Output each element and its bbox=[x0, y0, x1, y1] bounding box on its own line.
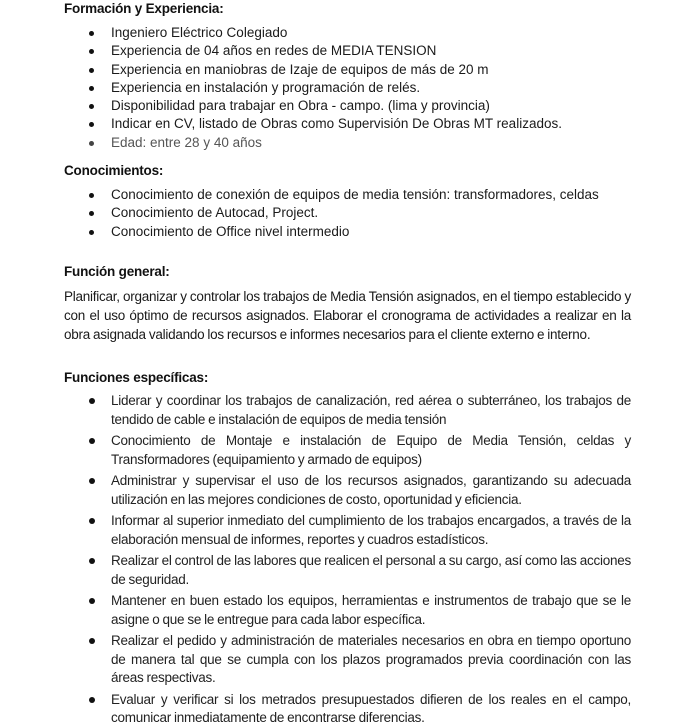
list-item: Conocimiento de Office nivel intermedio bbox=[0, 223, 599, 241]
section-heading-funciones-especificas: Funciones específicas: bbox=[64, 370, 209, 385]
funciones-especificas-list bbox=[0, 392, 631, 728]
list-item: Edad: entre 28 y 40 años bbox=[0, 134, 562, 152]
bullet-icon bbox=[89, 31, 94, 36]
formacion-list bbox=[0, 24, 562, 152]
list-item: Mantener en buen estado los equipos, herramientas e instrumentos de trabajo que se le asigne o que se le entregue para cada labor específica. bbox=[0, 592, 631, 629]
list-item: Informar al superior inmediato del cumplimiento de los trabajos encargados, a través de la elaboración mensual de informes, reportes y cuadros estadísticos. bbox=[0, 512, 631, 549]
list-item: Conocimiento de Montaje e instalación de Equipo de Media Tensión, celdas y Transformadores (equipamiento y armado de equipos) bbox=[0, 432, 631, 469]
list-item: Evaluar y verificar si los metrados presupuestados difieren de los reales en el campo, comunicar inmediatamente de encontrarse diferencias. bbox=[0, 691, 631, 728]
funcion-general-paragraph: Planificar, organizar y controlar los trabajos de Media Tensión asignados, en el tiempo establecido y con el uso óptimo de recursos asignados. Elaborar el cronograma de actividades a realizar en la obra asignada validando los recursos e informes necesarios para el cliente externo e interno. bbox=[64, 289, 631, 342]
bullet-icon bbox=[89, 518, 95, 524]
bullet-icon bbox=[89, 558, 95, 564]
conocimientos-list bbox=[0, 186, 599, 241]
list-item: Liderar y coordinar los trabajos de canalización, red aérea o subterráneo, los trabajos de tendido de cable e instalación de equipos de media tensión bbox=[0, 392, 631, 429]
bullet-icon bbox=[89, 211, 94, 216]
bullet-icon bbox=[89, 68, 94, 73]
bullet-icon bbox=[89, 438, 95, 444]
list-item: Conocimiento de conexión de equipos de media tensión: transformadores, celdas bbox=[0, 186, 599, 204]
list-item: Experiencia de 04 años en redes de MEDIA TENSION bbox=[0, 42, 562, 60]
bullet-icon bbox=[89, 141, 94, 146]
list-item: Realizar el control de las labores que realicen el personal a su cargo, así como las acciones de seguridad. bbox=[0, 552, 631, 589]
list-item: Experiencia en maniobras de Izaje de equipos de más de 20 m bbox=[0, 61, 562, 79]
list-item: Experiencia en instalación y programación de relés. bbox=[0, 79, 562, 97]
bullet-icon bbox=[89, 49, 94, 54]
bullet-icon bbox=[89, 598, 95, 604]
bullet-icon bbox=[89, 638, 95, 644]
bullet-icon bbox=[89, 697, 95, 703]
list-item: Indicar en CV, listado de Obras como Supervisión De Obras MT realizados. bbox=[0, 115, 562, 133]
bullet-icon bbox=[89, 478, 95, 484]
bullet-icon bbox=[89, 398, 95, 404]
section-heading-conocimientos: Conocimientos: bbox=[64, 163, 164, 178]
bullet-icon bbox=[89, 122, 94, 127]
section-heading-formacion: Formación y Experiencia: bbox=[64, 1, 224, 16]
list-item: Realizar el pedido y administración de materiales necesarios en obra en tiempo oportuno de manera tal que se cumpla con los plazos programados previa coordinación con las áreas respectivas. bbox=[0, 632, 631, 688]
list-item: Ingeniero Eléctrico Colegiado bbox=[0, 24, 562, 42]
bullet-icon bbox=[89, 86, 94, 91]
bullet-icon bbox=[89, 104, 94, 109]
list-item: Conocimiento de Autocad, Project. bbox=[0, 204, 599, 222]
section-heading-funcion-general: Función general: bbox=[64, 264, 170, 279]
bullet-icon bbox=[89, 193, 94, 198]
bullet-icon bbox=[89, 230, 94, 235]
list-item: Administrar y supervisar el uso de los recursos asignados, garantizando su adecuada utilización en las mejores condiciones de costo, oportunidad y eficiencia. bbox=[0, 472, 631, 509]
list-item: Disponibilidad para trabajar en Obra - campo. (lima y provincia) bbox=[0, 97, 562, 115]
